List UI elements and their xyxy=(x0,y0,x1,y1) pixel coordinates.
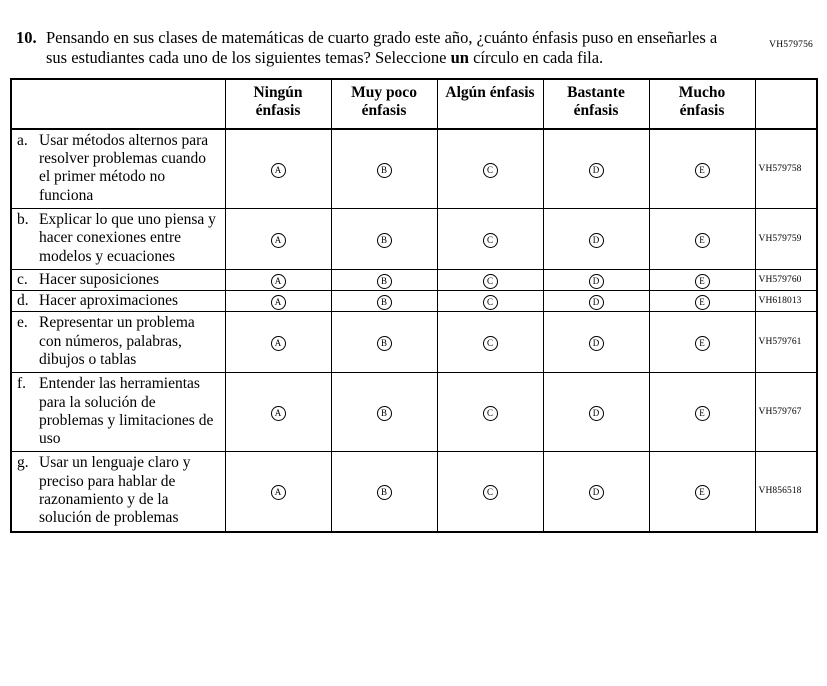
answer-cell xyxy=(543,269,649,290)
answer-bubble-e[interactable]: E xyxy=(695,274,710,289)
answer-cell xyxy=(331,452,437,532)
answer-bubble-d[interactable]: D xyxy=(589,295,604,310)
table-row xyxy=(11,452,817,532)
answer-cell xyxy=(649,312,755,373)
row-letter: a. xyxy=(17,131,28,149)
row-topic-text: Usar métodos alternos para resolver problemas cuando el primer método no funciona xyxy=(39,131,209,204)
row-accession-code: VH618013 xyxy=(755,291,817,312)
header-muy-poco-enfasis: Muy poco énfasis xyxy=(331,79,437,129)
answer-cell xyxy=(543,129,649,209)
answer-bubble-c[interactable]: C xyxy=(483,163,498,178)
answer-bubble-a[interactable]: A xyxy=(271,406,286,421)
row-topic-text: Usar un lenguaje claro y preciso para hablar de razonamiento y de la solución de problemas xyxy=(39,454,191,527)
answer-bubble-b[interactable]: B xyxy=(377,163,392,178)
row-letter: d. xyxy=(17,292,29,310)
answer-bubble-c[interactable]: C xyxy=(483,295,498,310)
row-accession-code: VH579767 xyxy=(755,373,817,452)
answer-bubble-a[interactable]: A xyxy=(271,336,286,351)
answer-cell xyxy=(437,373,543,452)
header-algun-enfasis: Algún énfasis xyxy=(437,79,543,129)
row-letter: f. xyxy=(17,375,27,393)
question-text-part2: círculo en cada fila. xyxy=(468,48,604,68)
answer-bubble-a[interactable]: A xyxy=(271,295,286,310)
answer-cell xyxy=(225,373,331,452)
answer-bubble-a[interactable]: A xyxy=(271,274,286,289)
header-code-blank xyxy=(755,79,817,129)
topic-cell xyxy=(11,269,225,290)
row-topic-text: Entender las herramientas para la solución de problemas y limitaciones de uso xyxy=(39,375,214,448)
answer-bubble-c[interactable]: C xyxy=(483,233,498,248)
answer-cell xyxy=(331,291,437,312)
topic-cell xyxy=(11,452,225,532)
answer-bubble-b[interactable]: B xyxy=(377,233,392,248)
topic-cell xyxy=(11,209,225,270)
row-topic-text: Hacer suposiciones xyxy=(39,270,160,288)
row-topic-text: Representar un problema con números, palabras, dibujos o tablas xyxy=(39,314,195,368)
answer-cell xyxy=(437,452,543,532)
row-letter: g. xyxy=(17,454,29,472)
answer-bubble-e[interactable]: E xyxy=(695,485,710,500)
answer-cell xyxy=(649,129,755,209)
table-row xyxy=(11,209,817,270)
answer-bubble-c[interactable]: C xyxy=(483,406,498,421)
answer-bubble-d[interactable]: D xyxy=(589,163,604,178)
table-row xyxy=(11,373,817,452)
row-topic-text: Explicar lo que uno piensa y hacer conexiones entre modelos y ecuaciones xyxy=(39,211,216,265)
topic-cell xyxy=(11,373,225,452)
answer-cell xyxy=(225,452,331,532)
answer-cell xyxy=(543,373,649,452)
topic-cell xyxy=(11,312,225,373)
answer-cell xyxy=(331,129,437,209)
answer-bubble-e[interactable]: E xyxy=(695,295,710,310)
question-text-bold: un xyxy=(450,48,469,68)
question-number: 10. xyxy=(16,28,37,47)
table-row xyxy=(11,269,817,290)
answer-cell xyxy=(225,269,331,290)
answer-bubble-c[interactable]: C xyxy=(483,336,498,351)
answer-bubble-a[interactable]: A xyxy=(271,233,286,248)
answer-cell xyxy=(225,291,331,312)
row-topic-text: Hacer aproximaciones xyxy=(39,292,179,310)
answer-cell xyxy=(649,269,755,290)
row-accession-code: VH856518 xyxy=(755,452,817,532)
row-letter: b. xyxy=(17,211,29,228)
answer-bubble-d[interactable]: D xyxy=(589,406,604,421)
answer-cell xyxy=(225,312,331,373)
answer-bubble-a[interactable]: A xyxy=(271,163,286,178)
header-bastante-enfasis: Bastante énfasis xyxy=(543,79,649,129)
question-block xyxy=(16,28,827,68)
answer-bubble-d[interactable]: D xyxy=(589,274,604,289)
answer-cell xyxy=(543,209,649,270)
answer-cell xyxy=(543,312,649,373)
answer-cell xyxy=(649,452,755,532)
row-letter: e. xyxy=(17,314,28,332)
answer-cell xyxy=(437,209,543,270)
topic-cell xyxy=(11,129,225,209)
answer-cell xyxy=(331,373,437,452)
row-accession-code: VH579758 xyxy=(755,129,817,209)
header-topic-blank xyxy=(11,79,225,129)
table-row xyxy=(11,291,817,312)
table-row xyxy=(11,129,817,209)
answer-bubble-b[interactable]: B xyxy=(377,336,392,351)
table-row xyxy=(11,312,817,373)
answer-cell xyxy=(331,209,437,270)
answer-bubble-e[interactable]: E xyxy=(695,163,710,178)
answer-cell xyxy=(331,269,437,290)
answer-cell xyxy=(225,209,331,270)
answer-bubble-d[interactable]: D xyxy=(589,233,604,248)
answer-cell xyxy=(543,452,649,532)
header-row xyxy=(11,79,817,129)
answer-cell xyxy=(649,209,755,270)
answer-bubble-e[interactable]: E xyxy=(695,233,710,248)
answer-bubble-c[interactable]: C xyxy=(483,274,498,289)
answer-cell xyxy=(225,129,331,209)
answer-bubble-e[interactable]: E xyxy=(695,406,710,421)
answer-cell xyxy=(331,312,437,373)
header-mucho-enfasis: Mucho énfasis xyxy=(649,79,755,129)
page-accession-code: VH579756 xyxy=(769,40,813,50)
answer-cell xyxy=(543,291,649,312)
emphasis-table-body xyxy=(11,129,817,532)
header-ningun-enfasis: Ningún énfasis xyxy=(225,79,331,129)
answer-bubble-d[interactable]: D xyxy=(589,485,604,500)
question-text-part1: Pensando en sus clases de matemáticas de cuarto grado este año, ¿cuánto énfasis puso en enseñarles a sus estudiantes cada uno de los siguientes temas? Seleccione xyxy=(46,28,718,68)
row-accession-code: VH579759 xyxy=(755,209,817,270)
answer-bubble-e[interactable]: E xyxy=(695,336,710,351)
question-text xyxy=(46,28,736,68)
answer-bubble-b[interactable]: B xyxy=(377,406,392,421)
answer-bubble-a[interactable]: A xyxy=(271,485,286,500)
row-letter: c. xyxy=(17,270,28,288)
answer-bubble-c[interactable]: C xyxy=(483,485,498,500)
answer-cell xyxy=(437,291,543,312)
answer-bubble-d[interactable]: D xyxy=(589,336,604,351)
topic-cell xyxy=(11,291,225,312)
answer-bubble-b[interactable]: B xyxy=(377,295,392,310)
row-accession-code: VH579761 xyxy=(755,312,817,373)
answer-cell xyxy=(649,373,755,452)
answer-cell xyxy=(437,312,543,373)
answer-cell xyxy=(437,129,543,209)
answer-bubble-b[interactable]: B xyxy=(377,485,392,500)
answer-cell xyxy=(649,291,755,312)
answer-bubble-b[interactable]: B xyxy=(377,274,392,289)
answer-cell xyxy=(437,269,543,290)
emphasis-table xyxy=(10,78,818,532)
row-accession-code: VH579760 xyxy=(755,269,817,290)
